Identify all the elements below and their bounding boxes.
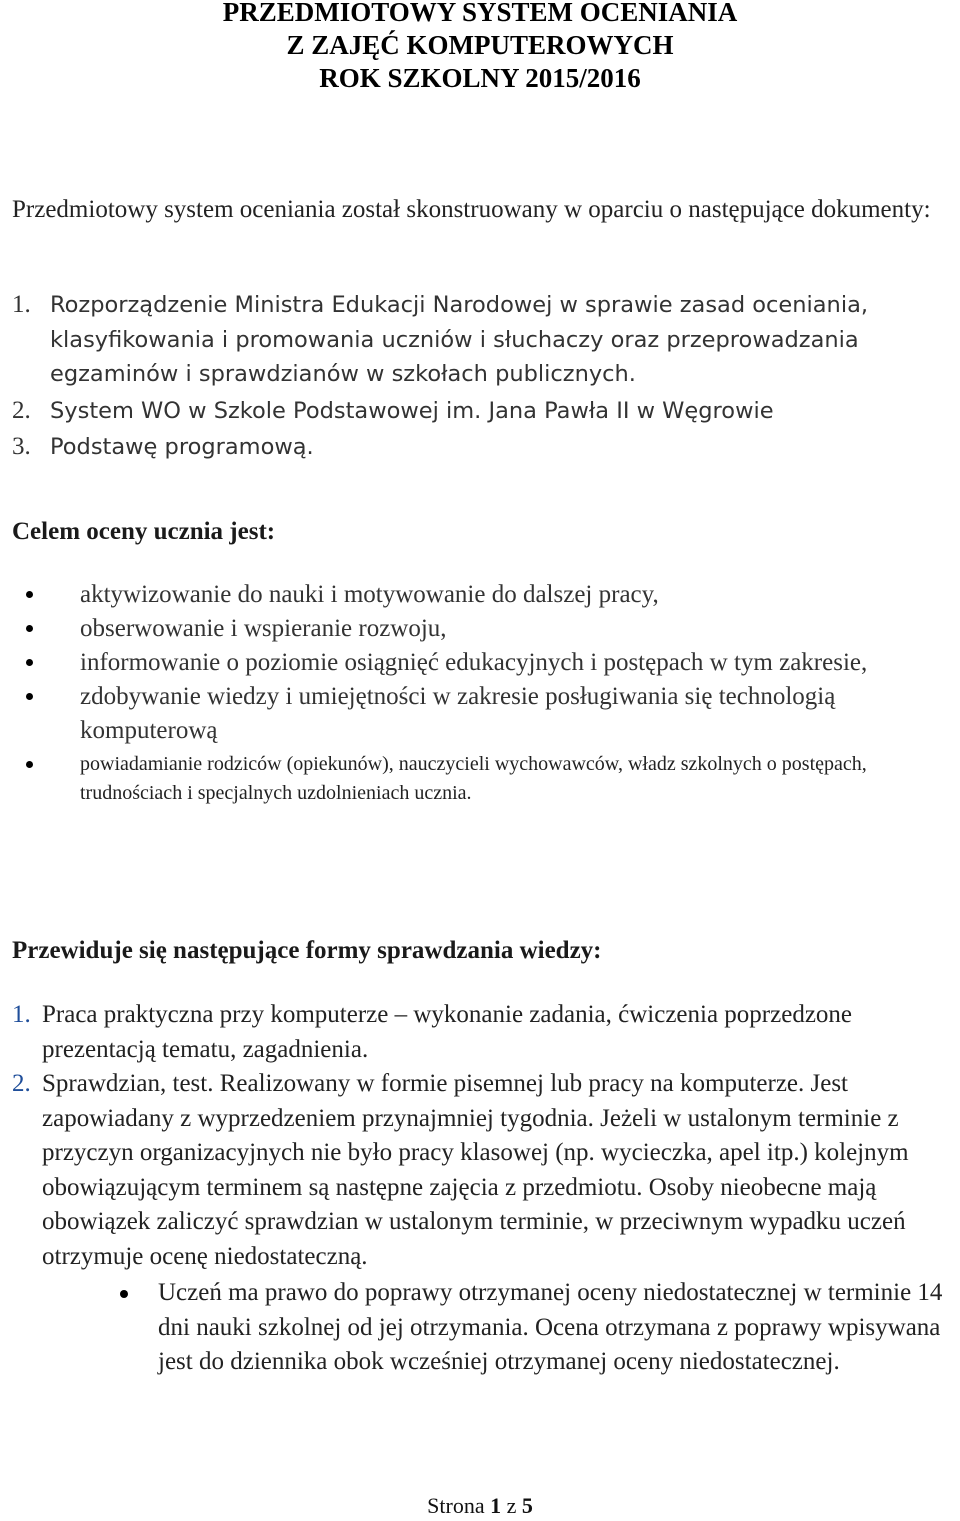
item-text: Uczeń ma prawo do poprawy otrzymanej oceny niedostatecznej w terminie 14 dni nauki szkolnej od jej otrzymania. Ocena otrzymana z poprawy wpisywana jest do dziennika obok wcześniej otrzymanej oceny niedostatecznej. [158, 1279, 943, 1375]
title-line-1: PRZEDMIOTOWY SYSTEM OCENIANIA [222, 0, 738, 27]
item-text: Rozporządzenie Ministra Edukacji Narodowej w sprawie zasad oceniania, klasyfikowania i promowania uczniów i słuchaczy oraz przeprowadzania egzaminów i sprawdzianów w szkołach publicznych. [50, 292, 869, 387]
item-number: 2. [12, 1070, 31, 1097]
page-current: 1 [490, 1493, 502, 1518]
item-text: Podstawę programową. [50, 434, 314, 460]
bullet-icon [26, 591, 33, 598]
page-total: 5 [521, 1493, 533, 1518]
goals-list [26, 578, 956, 808]
list-item [26, 578, 956, 612]
list-item [12, 1067, 952, 1274]
goals-heading: Celem oceny ucznia jest: [12, 518, 276, 545]
sub-list-item [12, 1276, 958, 1380]
item-text: zdobywanie wiedzy i umiejętności w zakresie posługiwania się technologią komputerową [80, 683, 836, 744]
item-number: 3. [12, 433, 31, 460]
item-text: Sprawdzian, test. Realizowany w formie pisemnej lub pracy na komputerze. Jest zapowiadany z wyprzedzeniem przynajmniej tygodnia. Jeżeli w ustalonym terminie z przyczyn organizacyjnych nie było pracy klasowej (np. wycieczka, apel itp.) kolejnym obowiązującym terminem są następne zajęcia z przedmiotu. Osoby nieobecne mają obowiązek zaliczyć sprawdzian w ustalonym terminie, w przeciwnym wypadku uczeń otrzymuje ocenę niedostateczną. [42, 1070, 909, 1270]
item-text: Praca praktyczna przy komputerze – wykonanie zadania, ćwiczenia poprzedzone prezentacją tematu, zagadnienia. [42, 1001, 853, 1063]
item-text: obserwowanie i wspieranie rozwoju, [80, 615, 447, 642]
bullet-icon [26, 659, 33, 666]
forms-heading: Przewiduje się następujące formy sprawdzania wiedzy: [12, 937, 602, 964]
page-footer [0, 1493, 960, 1519]
list-item [12, 430, 957, 465]
document-title [0, 0, 960, 95]
item-text: System WO w Szkole Podstawowej im. Jana Pawła II w Węgrowie [50, 397, 774, 424]
item-text: informowanie o poziomie osiągnięć edukacyjnych i postępach w tym zakresie, [80, 649, 868, 676]
list-item [12, 394, 957, 429]
item-number: 1. [12, 1001, 31, 1028]
bullet-icon [26, 625, 33, 632]
list-item [26, 612, 956, 646]
page-label: Strona [427, 1493, 485, 1518]
item-text: powiadamianie rodziców (opiekunów), nauczycieli wychowawców, władz szkolnych o postępach, trudnościach i specjalnych uzdolnieniach ucznia. [80, 753, 867, 804]
intro-paragraph: Przedmiotowy system oceniania został skonstruowany w oparciu o następujące dokumenty: [12, 196, 931, 223]
documents-list [12, 288, 957, 467]
list-item [26, 646, 956, 680]
item-number: 2. [12, 396, 31, 424]
page-separator: z [506, 1493, 517, 1518]
bullet-icon [26, 761, 33, 768]
list-item [26, 750, 956, 808]
list-item [12, 288, 957, 392]
bullet-icon [120, 1290, 128, 1298]
list-item [12, 998, 952, 1067]
list-item [26, 680, 956, 748]
forms-list [12, 998, 952, 1380]
title-line-2: Z ZAJĘĆ KOMPUTEROWYCH [286, 30, 674, 60]
item-number: 1. [12, 291, 31, 318]
bullet-icon [26, 693, 33, 700]
item-text: aktywizowanie do nauki i motywowanie do dalszej pracy, [80, 581, 659, 608]
title-line-3: ROK SZKOLNY 2015/2016 [319, 63, 641, 93]
